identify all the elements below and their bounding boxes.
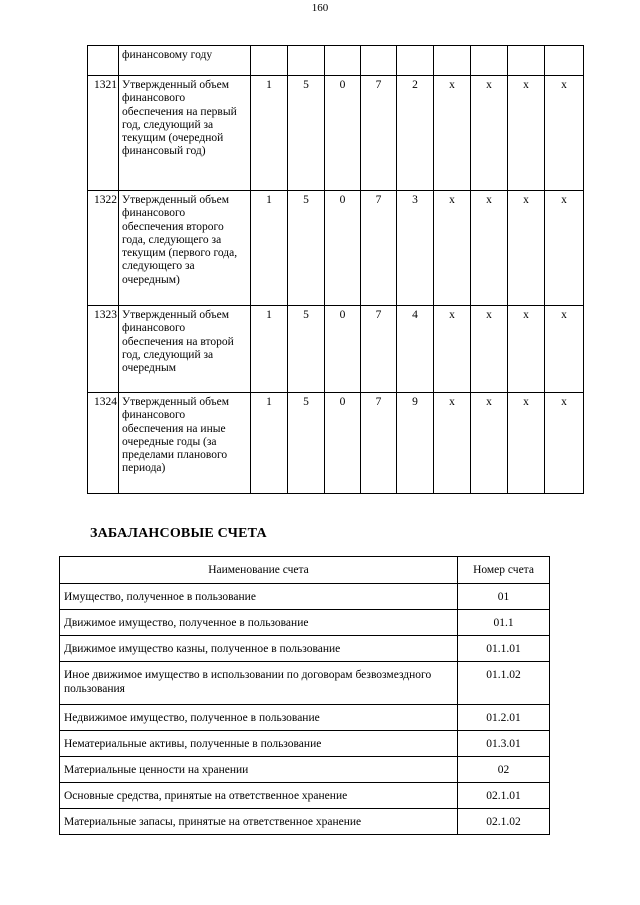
digit-cell: 5 (288, 76, 325, 191)
account-name: Нематериальные активы, полученные в пользование (60, 731, 458, 757)
digit-cell: x (508, 306, 545, 393)
digit-cell: 5 (288, 191, 325, 306)
digit-cell: x (434, 76, 471, 191)
account-number: 01.2.01 (458, 705, 550, 731)
account-name: Движимое имущество казны, полученное в пользование (60, 636, 458, 662)
account-number: 02 (458, 757, 550, 783)
table-row (60, 610, 550, 636)
column-header-number: Номер счета (458, 557, 550, 584)
digit-cell: 1 (251, 393, 288, 494)
digit-cell: 1 (251, 76, 288, 191)
digit-cell: 0 (325, 306, 361, 393)
digit-cell: 1 (251, 306, 288, 393)
table-row (88, 393, 584, 494)
digit-cell: x (434, 393, 471, 494)
digit-cell: x (508, 76, 545, 191)
account-name: Имущество, полученное в пользование (60, 584, 458, 610)
account-name: Движимое имущество, полученное в пользование (60, 610, 458, 636)
row-code: 1324 (88, 393, 119, 494)
table-row (88, 76, 584, 191)
row-code: 1322 (88, 191, 119, 306)
digit-cell: x (508, 191, 545, 306)
table-row (60, 584, 550, 610)
account-number: 02.1.02 (458, 809, 550, 835)
digit-cell: x (434, 306, 471, 393)
account-number: 01.1.01 (458, 636, 550, 662)
table-row (60, 662, 550, 705)
row-name: Утвержденный объем финансового обеспечения на второй год, следующий за очередным (119, 306, 251, 393)
digit-cell: x (471, 191, 508, 306)
digit-cell: 0 (325, 191, 361, 306)
digit-cell: 0 (325, 76, 361, 191)
account-number: 01.3.01 (458, 731, 550, 757)
off-balance-accounts-table (59, 556, 550, 835)
account-codes-table (87, 45, 584, 494)
table-row (60, 783, 550, 809)
table-row (60, 705, 550, 731)
digit-cell: x (471, 393, 508, 494)
row-name: Утвержденный объем финансового обеспечения второго года, следующего за текущим (первого года, следующего за очередным) (119, 191, 251, 306)
digit-cell: x (471, 76, 508, 191)
account-number: 01.1 (458, 610, 550, 636)
row-name: Утвержденный объем финансового обеспечения на иные очередные годы (за пределами планового периода) (119, 393, 251, 494)
digit-cell: 5 (288, 393, 325, 494)
digit-cell: x (545, 306, 584, 393)
account-name: Недвижимое имущество, полученное в пользование (60, 705, 458, 731)
digit-cell: x (508, 393, 545, 494)
account-number: 02.1.01 (458, 783, 550, 809)
digit-cell: x (545, 393, 584, 494)
table-row (88, 191, 584, 306)
digit-cell: 1 (251, 191, 288, 306)
table-row (88, 46, 584, 76)
digit-cell: 9 (397, 393, 434, 494)
table-row (60, 757, 550, 783)
digit-cell: x (545, 76, 584, 191)
account-name: Основные средства, принятые на ответственное хранение (60, 783, 458, 809)
account-name: Материальные ценности на хранении (60, 757, 458, 783)
row-name: финансовому году (119, 46, 251, 76)
row-code: 1323 (88, 306, 119, 393)
digit-cell: x (471, 306, 508, 393)
digit-cell: 7 (361, 393, 397, 494)
table-header-row (60, 557, 550, 584)
table-row (60, 731, 550, 757)
digit-cell: 5 (288, 306, 325, 393)
column-header-name: Наименование счета (60, 557, 458, 584)
account-name: Материальные запасы, принятые на ответственное хранение (60, 809, 458, 835)
page-number: 160 (311, 2, 329, 14)
table-row (60, 809, 550, 835)
digit-cell: 4 (397, 306, 434, 393)
digit-cell: 7 (361, 306, 397, 393)
account-number: 01.1.02 (458, 662, 550, 705)
digit-cell: 7 (361, 191, 397, 306)
digit-cell: x (434, 191, 471, 306)
digit-cell: 0 (325, 393, 361, 494)
row-name: Утвержденный объем финансового обеспечения на первый год, следующий за текущим (очередной финансовый год) (119, 76, 251, 191)
row-code: 1321 (88, 76, 119, 191)
account-number: 01 (458, 584, 550, 610)
digit-cell: 7 (361, 76, 397, 191)
digit-cell: 3 (397, 191, 434, 306)
digit-cell: 2 (397, 76, 434, 191)
table-row (60, 636, 550, 662)
section-heading: ЗАБАЛАНСОВЫЕ СЧЕТА (90, 526, 267, 541)
digit-cell: x (545, 191, 584, 306)
table-row (88, 306, 584, 393)
account-name: Иное движимое имущество в использовании по договорам безвозмездного пользования (60, 662, 458, 705)
